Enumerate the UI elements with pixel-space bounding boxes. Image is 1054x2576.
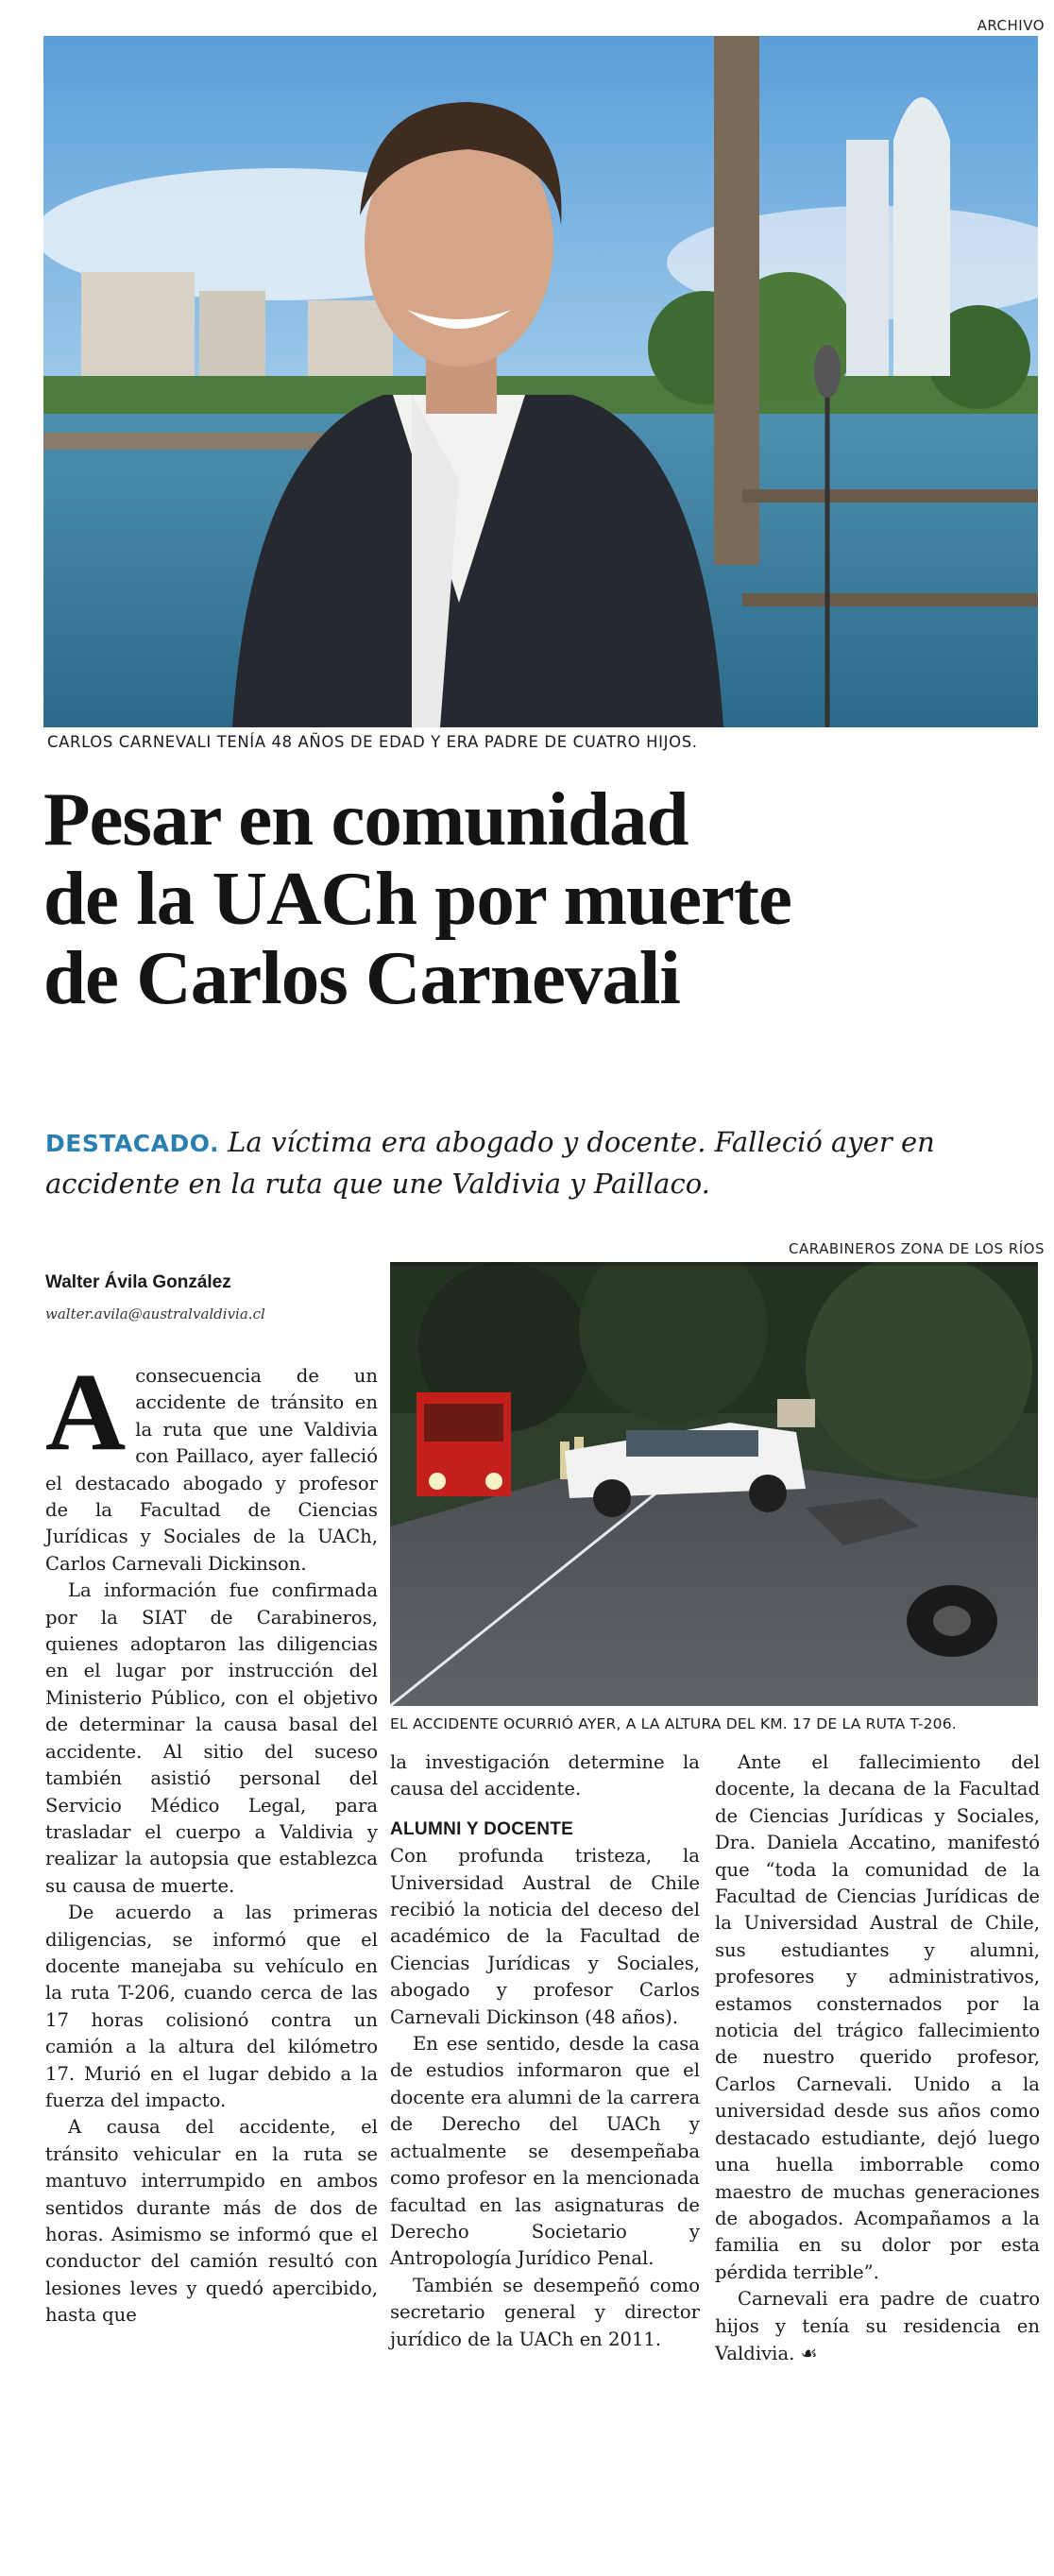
article-column-2 bbox=[390, 1749, 700, 2353]
photo-credit-accident: CARABINEROS ZONA DE LOS RÍOS bbox=[789, 1240, 1045, 1257]
paragraph-3: De acuerdo a las primeras diligencias, se informó que el docente manejaba su vehículo en la ruta T-206, cuando cerca de las 17 horas colisionó contra un camión a la altura del kilómetro 17. Murió en el lugar debido a la fuerza del impacto. bbox=[45, 1902, 378, 2111]
paragraph-1-text: consecuencia de un accidente de tránsito en la ruta que une Valdivia con Paillaco, ayer falleció el destacado abogado y profesor de la Facultad de Ciencias Jurídicas y Sociales de la UACh, Carlos Carnevali Dickinson. bbox=[45, 1365, 378, 1575]
paragraph-4: A causa del accidente, el tránsito vehicular en la ruta se mantuvo interrumpido en ambos sentidos durante más de dos de horas. Asimismo se informó que el conductor del camión resultó con lesiones leves y quedó apercibido, hasta que bbox=[45, 2116, 378, 2327]
headline-line-1: Pesar en comunidad bbox=[43, 776, 688, 862]
paragraph-5: la investigación determine la causa del accidente. bbox=[390, 1751, 700, 1800]
accident-caption: EL ACCIDENTE OCURRIÓ AYER, A LA ALTURA DEL KM. 17 DE LA RUTA T-206. bbox=[390, 1715, 957, 1732]
portrait-photo bbox=[43, 36, 1038, 727]
paragraph-1 bbox=[45, 1350, 378, 1578]
article-column-1 bbox=[45, 1350, 378, 2329]
headline-line-3: de Carlos Carnevali bbox=[43, 935, 680, 1020]
paragraph-8: También se desempeñó como secretario general y director jurídico de la UACh en 2011. bbox=[390, 2274, 700, 2350]
paragraph-9: Ante el fallecimiento del docente, la decana de la Facultad de Ciencias Jurídicas y Sociales, Dra. Daniela Accatino, manifestó que “toda la comunidad de la Facultad de Ciencias Jurídicas de la Universidad Austral de Chile, sus estudiantes y alumni, profesores y administrativos, estamos consternados por la noticia del trágico fallecimiento de nuestro querido profesor, Carlos Carnevali. Unido a la universidad desde sus años como destacado estudiante, dejó luego una huella imborrable como maestro de muchas generaciones de abogados. Acompañamos a la familia en su dolor por esta pérdida terrible”. bbox=[715, 1751, 1040, 2283]
paragraph-2: La información fue confirmada por la SIAT de Carabineros, quienes adoptaron las diligencias en el lugar por instrucción del Ministerio Público, con el objetivo de determinar la causa basal del accidente. Al sitio del suceso también asistió personal del Servicio Médico Legal, para trasladar el cuerpo a Valdivia y realizar la autopsia que establezca su causa de muerte. bbox=[45, 1579, 378, 1897]
deck-text: La víctima era abogado y docente. Falleció ayer en accidente en la ruta que une Valdivia y Paillaco. bbox=[45, 1126, 935, 1200]
paragraph-10 bbox=[715, 2286, 1040, 2367]
headline bbox=[43, 776, 1045, 1020]
accident-photo bbox=[390, 1262, 1038, 1706]
byline-email: walter.avila@australvaldivia.cl bbox=[45, 1305, 265, 1322]
drop-cap: A bbox=[45, 1350, 127, 1474]
portrait-caption: CARLOS CARNEVALI TENÍA 48 AÑOS DE EDAD Y ERA PADRE DE CUATRO HIJOS. bbox=[47, 733, 698, 751]
byline-author: Walter Ávila González bbox=[45, 1272, 231, 1292]
paragraph-6: Con profunda tristeza, la Universidad Austral de Chile recibió la noticia del deceso del académico de la Facultad de Ciencias Jurídicas y Sociales, abogado y profesor Carlos Carnevali Dickinson (48 años). bbox=[390, 1845, 700, 2028]
subhead: ALUMNI Y DOCENTE bbox=[390, 1818, 574, 1839]
deck-tag: DESTACADO. bbox=[45, 1130, 219, 1157]
article-column-3 bbox=[715, 1749, 1040, 2367]
paragraph-7: En ese sentido, desde la casa de estudios informaron que el docente era alumni de la carrera de Derecho del UACh y actualmente se desempeñaba como profesor en la mencionada facultad en las asignaturas de Derecho Societario y Antropología Jurídico Penal. bbox=[390, 2033, 700, 2270]
photo-credit-top: ARCHIVO bbox=[977, 17, 1045, 34]
end-mark-icon: ☙ bbox=[800, 2341, 818, 2364]
deck bbox=[45, 1122, 1046, 1204]
headline-line-2: de la UACh por muerte bbox=[43, 856, 791, 941]
paragraph-10-text: Carnevali era padre de cuatro hijos y tenía su residencia en Valdivia. bbox=[715, 2288, 1040, 2364]
